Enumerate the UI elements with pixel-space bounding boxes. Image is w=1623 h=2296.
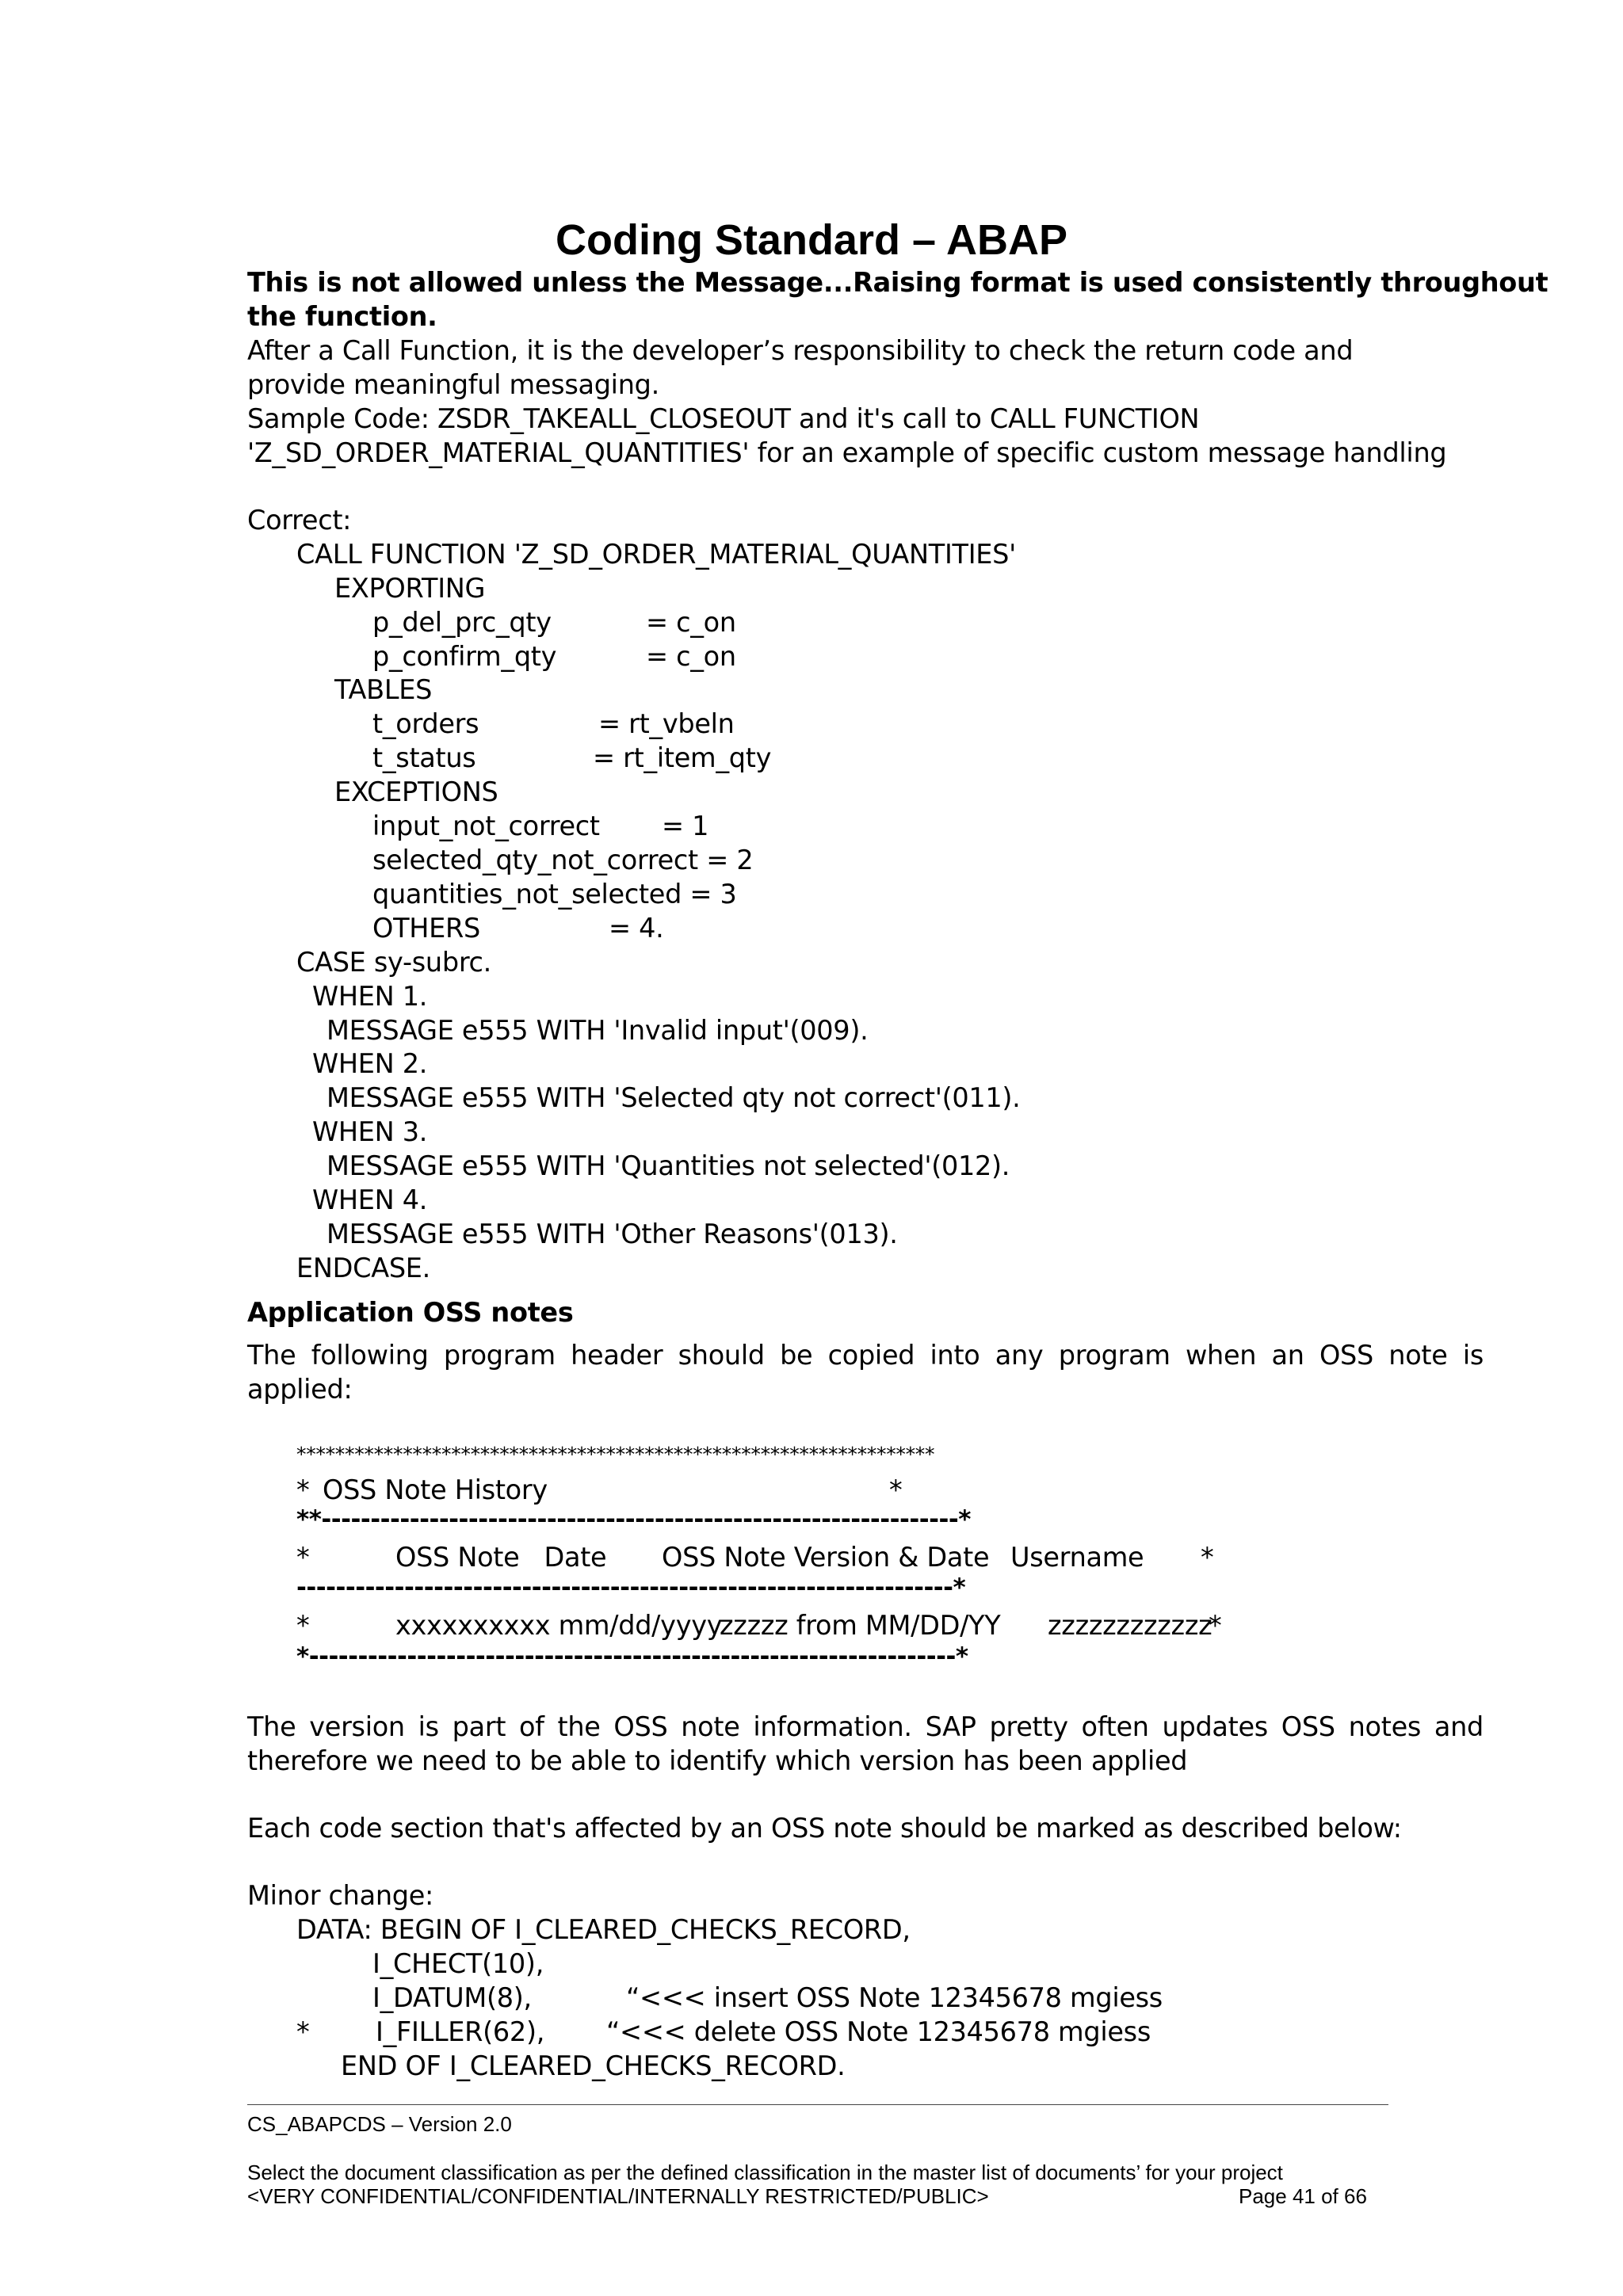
oss-example-star: * — [296, 1610, 310, 1641]
oss-star-line: ****************************************************************** — [296, 1443, 935, 1466]
code-message: MESSAGE e555 WITH 'Other Reasons'(013). — [327, 1219, 898, 1249]
oss-example-version: zzzzz from MM/DD/YY — [720, 1610, 1001, 1641]
page-title: Coding Standard – ABAP — [555, 216, 1068, 264]
footer-page-number: Page 41 of 66 — [1239, 2184, 1367, 2208]
code-exporting: EXPORTING — [334, 573, 486, 604]
code-when: WHEN 1. — [312, 981, 428, 1012]
code-param-value: = rt_vbeln — [598, 708, 735, 739]
intro-line-5: Sample Code: ZSDR_TAKEALL_CLOSEOUT and it's call to CALL FUNCTION — [247, 403, 1200, 434]
oss-example-note-date: xxxxxxxxxx mm/dd/yyyy — [395, 1610, 723, 1641]
code-case: CASE sy-subrc. — [296, 947, 492, 978]
code-field: I_FILLER(62), — [376, 2016, 545, 2047]
section-heading: Application OSS notes — [247, 1297, 574, 1328]
minor-change-label: Minor change: — [247, 1880, 434, 1911]
code-param-value: = 1 — [662, 810, 709, 841]
correct-label: Correct: — [247, 505, 352, 536]
code-comment-star: * — [296, 2016, 310, 2047]
oss-title-end-star: * — [889, 1474, 903, 1505]
code-param-name: OTHERS — [372, 913, 480, 944]
oss-col-end-star: * — [1201, 1542, 1214, 1573]
oss-example-end-star: * — [1209, 1610, 1222, 1641]
code-message: MESSAGE e555 WITH 'Selected qty not correct'(011). — [327, 1082, 1021, 1113]
code-field: I_CHECT(10), — [372, 1948, 544, 1979]
intro-bold-line-2: the function. — [247, 301, 437, 332]
oss-example-user: zzzzzzzzzzzz — [1048, 1610, 1212, 1641]
code-param-value: = rt_item_qty — [593, 742, 772, 773]
oss-col-version: OSS Note Version & Date — [662, 1542, 990, 1573]
code-when: WHEN 3. — [312, 1116, 428, 1147]
code-comment: “<<< delete OSS Note 12345678 mgiess — [606, 2016, 1151, 2047]
oss-dash-rule: -------------------------------------------------------------------* — [296, 1573, 966, 1602]
intro-bold-line-1: This is not allowed unless the Message...Raising format is used consistently throughout — [247, 267, 1549, 298]
code-tables: TABLES — [334, 674, 433, 705]
footer-classification-note: Select the document classification as per the defined classification in the master list of documents’ for your project — [247, 2161, 1283, 2184]
code-when: WHEN 2. — [312, 1048, 428, 1079]
oss-col-note-date: OSS Note Date — [395, 1542, 607, 1573]
code-when: WHEN 4. — [312, 1184, 428, 1215]
oss-col-star: * — [296, 1542, 310, 1573]
code-param-name: p_confirm_qty — [372, 641, 557, 672]
code-data-end: END OF I_CLEARED_CHECKS_RECORD. — [341, 2050, 846, 2081]
mark-paragraph: Each code section that's affected by an OSS note should be marked as described below: — [247, 1813, 1402, 1844]
code-data-begin: DATA: BEGIN OF I_CLEARED_CHECKS_RECORD, — [296, 1914, 911, 1945]
oss-dash-rule: *------------------------------------------------------------------* — [296, 1642, 968, 1671]
oss-paragraph: The following program header should be copied into any program when an OSS note is applied: — [247, 1340, 1484, 1405]
footer-classification: <VERY CONFIDENTIAL/CONFIDENTIAL/INTERNALLY RESTRICTED/PUBLIC> — [247, 2184, 989, 2208]
code-param-value: = c_on — [646, 641, 736, 672]
code-exceptions: EXCEPTIONS — [334, 776, 498, 807]
code-param-name: t_status — [372, 742, 476, 773]
footer-divider — [247, 2104, 1388, 2105]
code-exception-line: quantities_not_selected = 3 — [372, 879, 737, 910]
version-paragraph: The version is part of the OSS note information. SAP pretty often updates OSS notes and therefore we need to be able to identify which version has been applied — [247, 1711, 1484, 1776]
code-field: I_DATUM(8), — [372, 1982, 532, 2013]
code-message: MESSAGE e555 WITH 'Quantities not selected'(012). — [327, 1150, 1010, 1181]
footer-version: CS_ABAPCDS – Version 2.0 — [247, 2112, 512, 2136]
oss-title-star: * — [296, 1474, 310, 1505]
code-call-function: CALL FUNCTION 'Z_SD_ORDER_MATERIAL_QUANTITIES' — [296, 539, 1017, 570]
code-message: MESSAGE e555 WITH 'Invalid input'(009). — [327, 1015, 869, 1046]
code-param-name: input_not_correct — [372, 810, 600, 841]
code-comment: “<<< insert OSS Note 12345678 mgiess — [626, 1982, 1163, 2013]
code-param-name: t_orders — [372, 708, 479, 739]
code-exception-line: selected_qty_not_correct = 2 — [372, 845, 754, 875]
code-param-name: p_del_prc_qty — [372, 607, 552, 638]
code-endcase: ENDCASE. — [296, 1253, 431, 1283]
code-param-value: = c_on — [646, 607, 736, 638]
oss-dash-rule: **-----------------------------------------------------------------* — [296, 1505, 971, 1534]
oss-col-user: Username — [1010, 1542, 1144, 1573]
intro-line-4: provide meaningful messaging. — [247, 369, 659, 400]
intro-line-3: After a Call Function, it is the developer’s responsibility to check the return code and — [247, 335, 1354, 366]
intro-line-6: 'Z_SD_ORDER_MATERIAL_QUANTITIES' for an example of specific custom message handling — [247, 437, 1447, 468]
code-param-value: = 4. — [609, 913, 664, 944]
oss-title: OSS Note History — [323, 1474, 548, 1505]
